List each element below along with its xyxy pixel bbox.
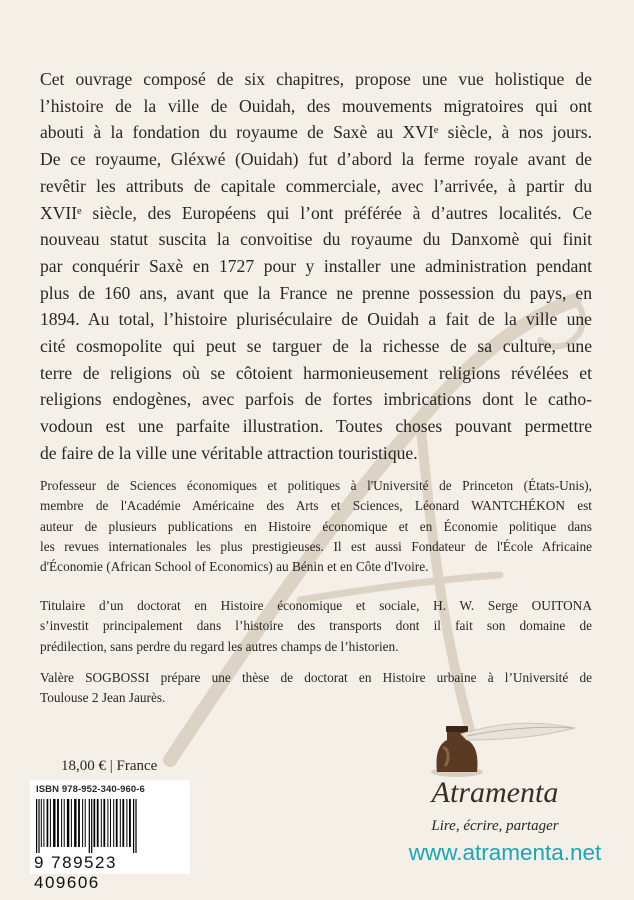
isbn-barcode [30, 780, 190, 892]
barcode-bar [61, 799, 62, 847]
barcode-bar [47, 799, 49, 847]
author-bio-wantchekon [40, 476, 592, 577]
barcode-bar [71, 799, 72, 847]
barcode-bar [103, 799, 105, 847]
isbn-label: ISBN 978-952-340-960-6 [36, 784, 145, 795]
barcode-bar [113, 799, 114, 847]
summary-line: terre de religions où se côtoient harmonieusement religions révélées et [40, 362, 592, 383]
summary-line: de faire de la ville une véritable attraction touristique. [40, 442, 418, 463]
bio-line: auteur de plusieurs publications en Histoire économique et en Économie politique dans [40, 518, 592, 534]
summary-line: abouti à la fondation du royaume de Saxè au XVIᵉ siècle, à nos jours. [40, 122, 592, 143]
summary-line: Cet ouvrage composé de six chapitres, propose une vue holistique de [40, 69, 592, 89]
barcode-bar [82, 799, 83, 847]
barcode-bar [135, 799, 136, 853]
summary-line: XVIIᵉ siècle, des Européens qui l’ont préférée à d’autres localités. Ce [40, 202, 592, 223]
barcode-bar [110, 799, 111, 847]
summary-line: nouveau statut suscita la convoitise du royaume du Danxomè qui finit [40, 229, 592, 250]
summary-line: De ce royaume, Gléxwé (Ouidah) fut d’abord la ferme royale avant de [40, 149, 592, 170]
barcode-bar [38, 799, 39, 853]
barcode-bar [74, 799, 76, 847]
summary-line: vodoun est une parfaite illustration. Toutes choses pouvant permettre [40, 416, 592, 437]
barcode-bar [67, 799, 69, 847]
summary-line: plus de 160 ans, avant que la France ne prenne possession du pays, en [40, 282, 592, 303]
bio-line: prédilection, sans perdre du regard les autres champs de l’historien. [40, 638, 399, 654]
barcode-bar [97, 799, 99, 847]
barcode-bar [107, 799, 108, 847]
barcode-bar [57, 799, 59, 847]
barcode-bars [36, 799, 184, 853]
back-cover-summary [40, 66, 592, 467]
barcode-bar [133, 799, 134, 853]
publisher-name: Atramenta [431, 776, 559, 809]
barcode-bar [78, 799, 80, 847]
barcode-bar [85, 799, 86, 847]
author-bio-ouitona [40, 596, 592, 657]
barcode-bar [43, 799, 44, 847]
barcode-bar [36, 799, 37, 853]
summary-line: cité cosmopolite qui peut se targuer de la richesse de sa culture, une [40, 336, 592, 357]
summary-line: 1894. Au total, l’histoire pluriséculaire de Ouidah a fait de la ville une [40, 309, 592, 330]
summary-line: l’histoire de la ville de Ouidah, des mouvements migratoires qui ont [40, 95, 592, 116]
barcode-bar [116, 799, 118, 847]
barcode-bar [101, 799, 102, 847]
barcode-bar [41, 799, 42, 847]
summary-line: revêtir les attributs de capitale commerciale, avec l’arrivée, à partir du [40, 175, 592, 196]
bio-line: Toulouse 2 Jean Jaurès. [40, 690, 166, 706]
author-bio-sogbossi [40, 668, 592, 709]
bio-line: les revues internationales les plus prestigieuses. Il est aussi Fondateur de l'École Africaine [40, 538, 592, 554]
barcode-bar [91, 799, 92, 853]
publisher-tagline: Lire, écrire, partager [431, 818, 559, 834]
bio-line: Valère SOGBOSSI prépare une thèse de doctorat en Histoire urbaine à l’Université de [40, 670, 592, 685]
barcode-bar [89, 799, 90, 853]
bio-line: membre de l'Académie Américaine des Arts et Sciences, Léonard WANTCHÉKON est [40, 498, 592, 514]
summary-line: religions endogènes, avec parfois de fortes imbrications dont le catho- [40, 389, 592, 410]
barcode-bar [64, 799, 65, 847]
barcode-bar [129, 799, 131, 847]
barcode-bar [120, 799, 121, 847]
price-label: 18,00 € | France [61, 758, 158, 774]
barcode-bar [122, 799, 124, 847]
barcode-bar [50, 799, 51, 847]
inkwell-quill-icon [417, 718, 577, 780]
barcode-bar [126, 799, 127, 847]
bio-line: Professeur de Sciences économiques et politiques à l'Université de Princeton (États-Unis), [40, 478, 592, 493]
barcode-digits: 9 789523 409606 [34, 853, 117, 892]
bio-line: s’investit principalement dans l’histoire des transports dont il fait son domaine de [40, 618, 592, 634]
summary-line: par conquérir Saxè en 1727 pour y installer une administration pendant [40, 255, 592, 276]
bio-line: Titulaire d’un doctorat en Histoire économique et sociale, H. W. Serge OUITONA [40, 598, 592, 613]
bio-line: d'Économie (African School of Economics) au Bénin et en Côte d'Ivoire. [40, 559, 429, 575]
barcode-bar [94, 799, 96, 847]
publisher-website-link[interactable]: www.atramenta.net [408, 840, 602, 865]
barcode-bar [53, 799, 55, 847]
